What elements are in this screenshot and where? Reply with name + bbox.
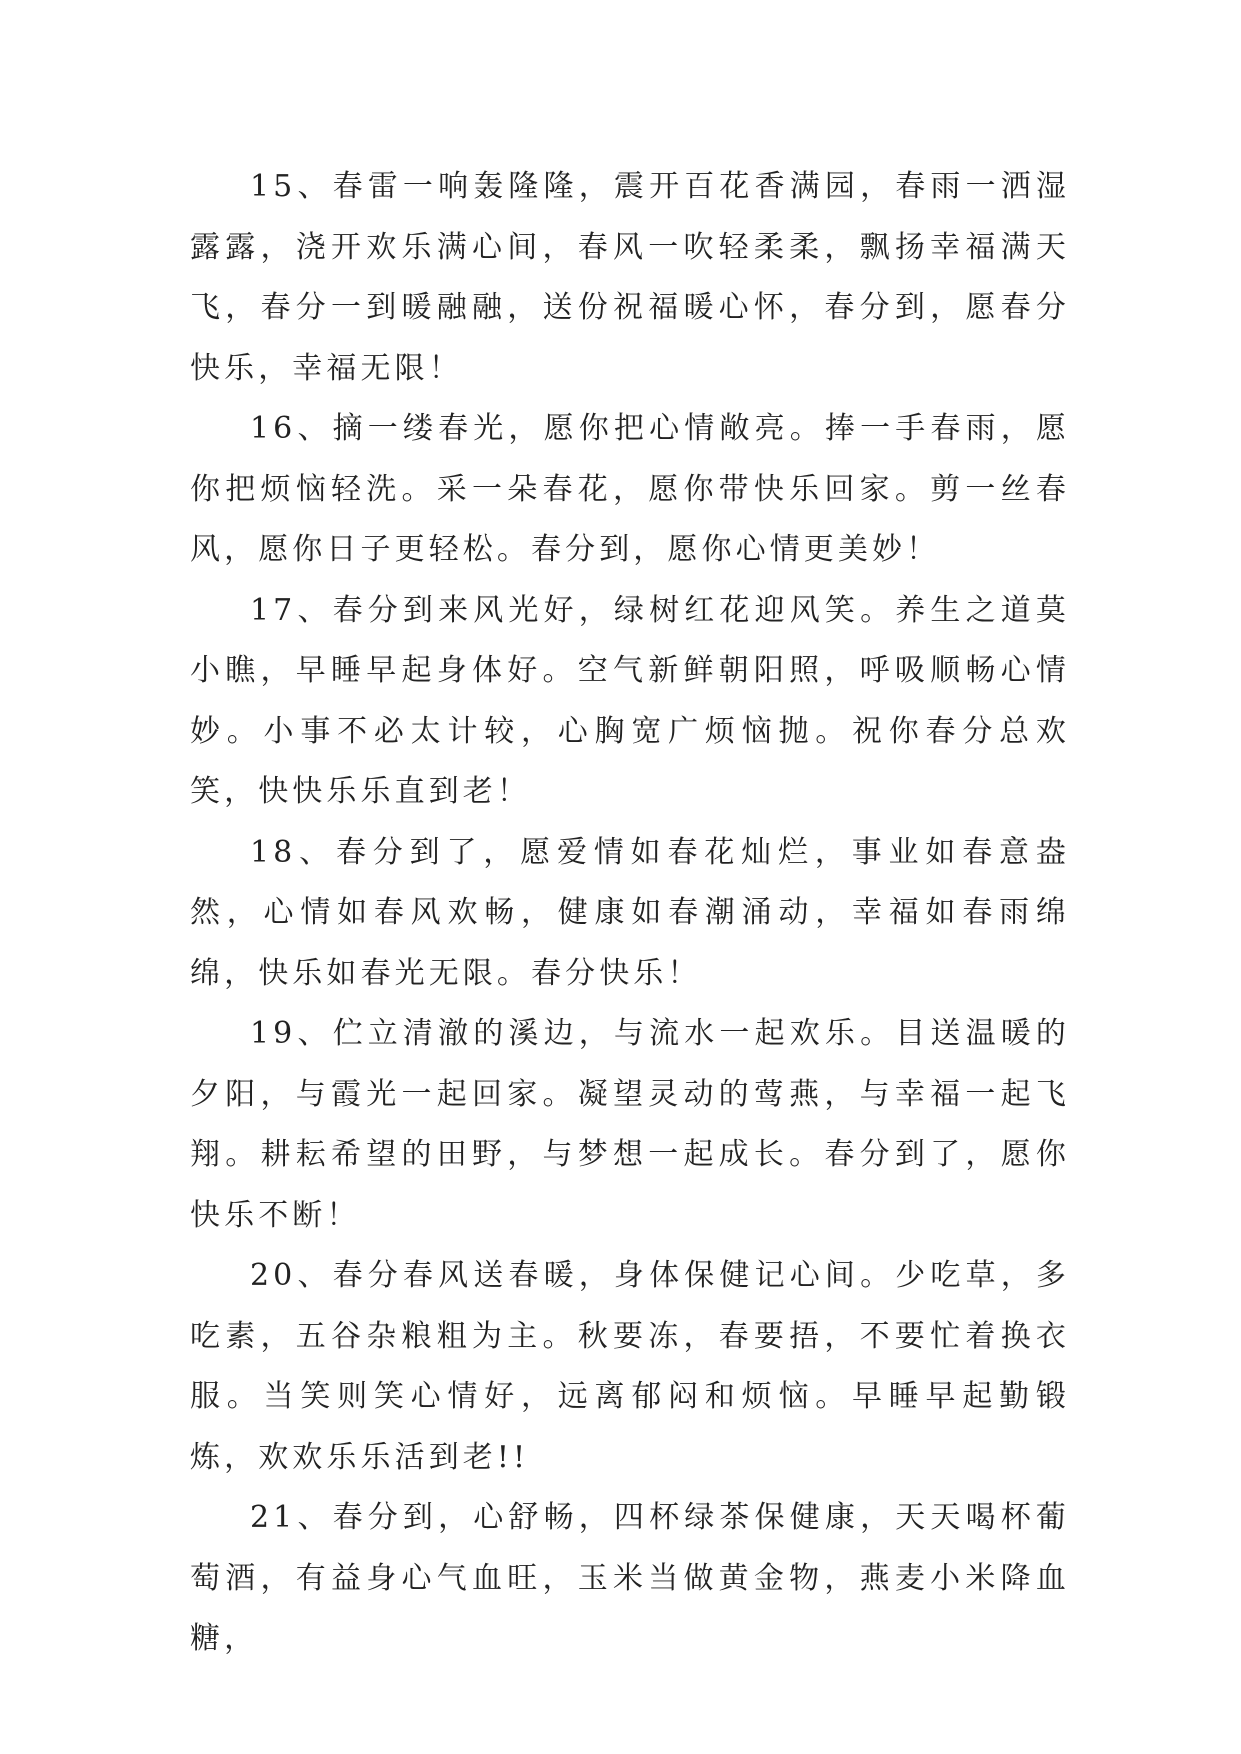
paragraph-20: 20、春分春风送春暖，身体保健记心间。少吃草，多吃素，五谷杂粮粗为主。秋要冻，春要捂，不要忙着换衣服。当笑则笑心情好，远离郁闷和烦恼。早睡早起勤锻炼，欢欢乐乐活到老!! xyxy=(190,1258,1070,1475)
document-body xyxy=(190,157,1070,1670)
paragraph-18: 18、春分到了，愿爱情如春花灿烂，事业如春意盎然，心情如春风欢畅，健康如春潮涌动，幸福如春雨绵绵，快乐如春光无限。春分快乐！ xyxy=(190,834,1070,991)
paragraph-16: 16、摘一缕春光，愿你把心情敞亮。捧一手春雨，愿你把烦恼轻洗。采一朵春花，愿你带快乐回家。剪一丝春风，愿你日子更轻松。春分到，愿你心情更美妙！ xyxy=(190,411,1070,567)
paragraph-21: 21、春分到，心舒畅，四杯绿茶保健康，天天喝杯葡萄酒，有益身心气血旺，玉米当做黄金物，燕麦小米降血糖， xyxy=(190,1500,1070,1656)
paragraph-19: 19、伫立清澈的溪边，与流水一起欢乐。目送温暖的夕阳，与霞光一起回家。凝望灵动的莺燕，与幸福一起飞翔。耕耘希望的田野，与梦想一起成长。春分到了，愿你快乐不断！ xyxy=(190,1016,1070,1233)
paragraph-15: 15、春雷一响轰隆隆，震开百花香满园，春雨一洒湿露露，浇开欢乐满心间，春风一吹轻柔柔，飘扬幸福满天飞，春分一到暖融融，送份祝福暖心怀，春分到，愿春分快乐，幸福无限！ xyxy=(190,169,1070,386)
paragraph-17: 17、春分到来风光好，绿树红花迎风笑。养生之道莫小瞧，早睡早起身体好。空气新鲜朝阳照，呼吸顺畅心情妙。小事不必太计较，心胸宽广烦恼抛。祝你春分总欢笑，快快乐乐直到老！ xyxy=(190,592,1070,809)
